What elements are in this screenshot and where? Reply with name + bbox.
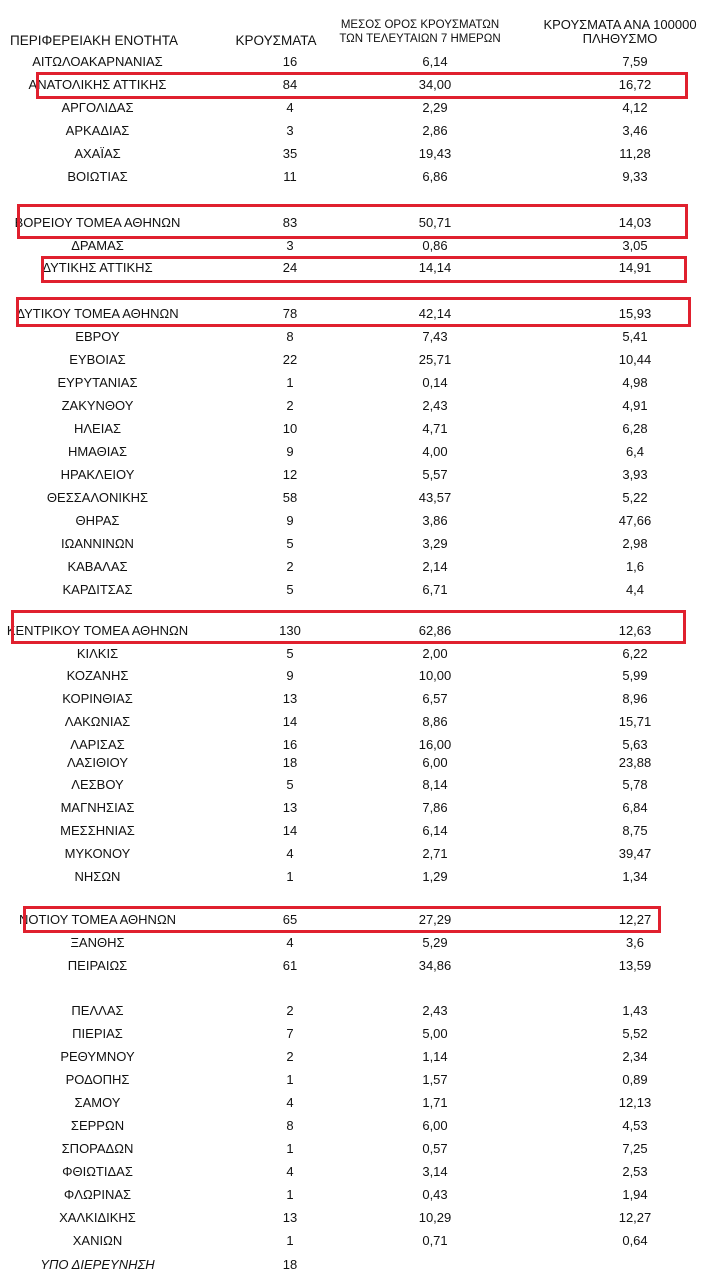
cases-cell: 7 xyxy=(286,1026,294,1041)
table-row xyxy=(0,396,725,416)
region-name-cell: ΜΑΓΝΗΣΙΑΣ xyxy=(60,800,135,815)
per100k-cell: 2,53 xyxy=(622,1164,648,1179)
cases-cell: 14 xyxy=(282,823,298,838)
per100k-cell: 7,25 xyxy=(622,1141,648,1156)
avg7-cell: 42,14 xyxy=(418,306,452,321)
avg7-cell: 2,86 xyxy=(422,123,448,138)
region-name-cell: ΘΗΡΑΣ xyxy=(75,513,120,528)
avg7-cell: 6,00 xyxy=(422,1118,448,1133)
cases-cell: 83 xyxy=(282,215,298,230)
region-name-cell: ΥΠΟ ΔΙΕΡΕΥΝΗΣΗ xyxy=(40,1257,155,1272)
region-name-cell: ΚΙΛΚΙΣ xyxy=(76,646,119,661)
table-row xyxy=(0,1255,725,1275)
table-row xyxy=(0,373,725,393)
cases-cell: 65 xyxy=(282,912,298,927)
region-name-cell: ΒΟΙΩΤΙΑΣ xyxy=(67,169,128,184)
region-name-cell: ΧΑΝΙΩΝ xyxy=(72,1233,123,1248)
region-name-cell: ΔΡΑΜΑΣ xyxy=(71,238,124,253)
per100k-cell: 10,44 xyxy=(618,352,652,367)
table-row xyxy=(0,933,725,953)
cases-cell: 18 xyxy=(282,755,298,770)
cases-cell: 2 xyxy=(286,1003,294,1018)
per100k-cell: 9,33 xyxy=(622,169,648,184)
avg7-cell: 19,43 xyxy=(418,146,452,161)
region-name-cell: ΒΟΡΕΙΟΥ ΤΟΜΕΑ ΑΘΗΝΩΝ xyxy=(14,215,181,230)
avg7-cell: 0,86 xyxy=(422,238,448,253)
region-name-cell: ΛΑΡΙΣΑΣ xyxy=(70,737,125,752)
table-row xyxy=(0,236,725,256)
cases-cell: 4 xyxy=(286,1095,294,1110)
region-name-cell: ΕΒΡΟΥ xyxy=(75,329,120,344)
avg7-cell: 6,57 xyxy=(422,691,448,706)
region-name-cell: ΠΙΕΡΙΑΣ xyxy=(72,1026,123,1041)
per100k-cell: 5,63 xyxy=(622,737,648,752)
region-name-cell: ΦΘΙΩΤΙΔΑΣ xyxy=(62,1164,133,1179)
per100k-cell: 5,99 xyxy=(622,668,648,683)
avg7-cell: 1,57 xyxy=(422,1072,448,1087)
table-row xyxy=(0,1139,725,1159)
table-row xyxy=(0,52,725,72)
cases-cell: 5 xyxy=(286,777,294,792)
cases-cell: 16 xyxy=(282,737,298,752)
table-row xyxy=(0,712,725,732)
per100k-cell: 5,22 xyxy=(622,490,648,505)
region-name-cell: ΣΑΜΟΥ xyxy=(74,1095,121,1110)
cases-cell: 5 xyxy=(286,582,294,597)
avg7-cell: 6,00 xyxy=(422,755,448,770)
table-row xyxy=(0,956,725,976)
per100k-cell: 3,6 xyxy=(625,935,645,950)
cases-cell: 4 xyxy=(286,100,294,115)
avg7-cell: 2,00 xyxy=(422,646,448,661)
per100k-cell: 6,22 xyxy=(622,646,648,661)
per100k-cell: 11,28 xyxy=(619,146,651,161)
region-name-cell: ΗΜΑΘΙΑΣ xyxy=(67,444,128,459)
per100k-cell: 4,91 xyxy=(622,398,648,413)
per100k-cell: 2,98 xyxy=(622,536,648,551)
table-row xyxy=(0,689,725,709)
table-row xyxy=(0,534,725,554)
region-name-cell: ΜΕΣΣΗΝΙΑΣ xyxy=(60,823,135,838)
cases-cell: 1 xyxy=(286,375,294,390)
per100k-cell: 15,93 xyxy=(618,306,652,321)
avg7-cell: 5,57 xyxy=(422,467,448,482)
region-name-cell: ΡΟΔΟΠΗΣ xyxy=(65,1072,130,1087)
avg7-cell: 6,71 xyxy=(422,582,448,597)
avg7-cell: 10,29 xyxy=(418,1210,452,1225)
table-row xyxy=(0,821,725,841)
per100k-cell: 0,64 xyxy=(622,1233,648,1248)
avg7-cell: 8,86 xyxy=(422,714,448,729)
region-name-cell: ΠΕΙΡΑΙΩΣ xyxy=(67,958,128,973)
region-name-cell: ΑΝΑΤΟΛΙΚΗΣ ΑΤΤΙΚΗΣ xyxy=(28,77,167,92)
avg7-cell: 4,71 xyxy=(422,421,448,436)
region-name-cell: ΑΡΚΑΔΙΑΣ xyxy=(65,123,130,138)
region-name-cell: ΚΟΡΙΝΘΙΑΣ xyxy=(62,691,133,706)
per100k-cell: 12,27 xyxy=(618,912,652,927)
avg7-cell: 50,71 xyxy=(418,215,452,230)
per100k-cell: 6,4 xyxy=(625,444,645,459)
per100k-cell: 4,53 xyxy=(622,1118,648,1133)
table-row xyxy=(0,580,725,600)
table-row xyxy=(0,1185,725,1205)
table-row xyxy=(0,167,725,187)
table-row xyxy=(0,488,725,508)
per100k-cell: 4,98 xyxy=(622,375,648,390)
avg7-cell: 2,43 xyxy=(422,1003,448,1018)
cases-cell: 14 xyxy=(282,714,298,729)
table-row xyxy=(0,419,725,439)
header-region: ΠΕΡΙΦΕΡΕΙΑΚΗ ΕΝΟΤΗΤΑ xyxy=(10,33,179,48)
region-name-cell: ΠΕΛΛΑΣ xyxy=(71,1003,124,1018)
avg7-cell: 3,29 xyxy=(422,536,448,551)
avg7-cell: 43,57 xyxy=(418,490,452,505)
per100k-cell: 23,88 xyxy=(618,755,652,770)
header-cases: ΚΡΟΥΣΜΑΤΑ xyxy=(235,33,317,48)
cases-cell: 35 xyxy=(282,146,298,161)
cases-cell: 1 xyxy=(286,1072,294,1087)
region-name-cell: ΚΟΖΑΝΗΣ xyxy=(66,668,129,683)
avg7-cell: 0,14 xyxy=(422,375,448,390)
avg7-cell: 1,71 xyxy=(422,1095,448,1110)
region-name-cell: ΕΥΒΟΙΑΣ xyxy=(69,352,126,367)
cases-cell: 10 xyxy=(282,421,298,436)
avg7-cell: 7,86 xyxy=(422,800,448,815)
avg7-cell: 14,14 xyxy=(418,260,452,275)
per100k-cell: 13,59 xyxy=(618,958,652,973)
per100k-cell: 6,84 xyxy=(622,800,648,815)
cases-cell: 11 xyxy=(283,169,297,184)
cases-cell: 3 xyxy=(286,238,294,253)
per100k-cell: 6,28 xyxy=(622,421,648,436)
avg7-cell: 4,00 xyxy=(422,444,448,459)
per100k-cell: 0,89 xyxy=(622,1072,648,1087)
table-row xyxy=(0,75,725,95)
region-name-cell: ΣΕΡΡΩΝ xyxy=(70,1118,125,1133)
table-row xyxy=(0,1001,725,1021)
table-row xyxy=(0,98,725,118)
cases-cell: 3 xyxy=(286,123,294,138)
region-name-cell: ΗΡΑΚΛΕΙΟΥ xyxy=(60,467,135,482)
per100k-cell: 1,94 xyxy=(622,1187,648,1202)
avg7-cell: 2,43 xyxy=(422,398,448,413)
avg7-cell: 10,00 xyxy=(418,668,452,683)
table-row xyxy=(0,621,725,641)
region-name-cell: ΚΕΝΤΡΙΚΟΥ ΤΟΜΕΑ ΑΘΗΝΩΝ xyxy=(6,623,189,638)
avg7-cell: 2,71 xyxy=(422,846,448,861)
avg7-cell: 34,86 xyxy=(418,958,452,973)
table-row xyxy=(0,144,725,164)
table-row xyxy=(0,465,725,485)
region-name-cell: ΕΥΡΥΤΑΝΙΑΣ xyxy=(57,375,138,390)
per100k-cell: 14,91 xyxy=(618,260,652,275)
per100k-cell: 5,52 xyxy=(622,1026,648,1041)
per100k-cell: 16,72 xyxy=(618,77,652,92)
region-name-cell: ΛΑΣΙΘΙΟΥ xyxy=(66,755,129,770)
table-row xyxy=(0,1231,725,1251)
table-row xyxy=(0,753,725,773)
table-row xyxy=(0,666,725,686)
avg7-cell: 8,14 xyxy=(422,777,448,792)
avg7-cell: 2,29 xyxy=(422,100,448,115)
region-name-cell: ΑΡΓΟΛΙΔΑΣ xyxy=(61,100,134,115)
cases-cell: 22 xyxy=(282,352,298,367)
per100k-cell: 12,63 xyxy=(618,623,652,638)
avg7-cell: 1,14 xyxy=(422,1049,448,1064)
avg7-cell: 62,86 xyxy=(418,623,452,638)
header-per100k-line2: ΠΛΗΘΥΣΜΟ xyxy=(582,31,658,46)
region-name-cell: ΡΕΘΥΜΝΟΥ xyxy=(60,1049,135,1064)
region-name-cell: ΚΑΡΔΙΤΣΑΣ xyxy=(62,582,133,597)
cases-cell: 84 xyxy=(282,77,298,92)
table-row xyxy=(0,121,725,141)
cases-cell: 9 xyxy=(286,444,294,459)
avg7-cell: 6,14 xyxy=(422,54,448,69)
per100k-cell: 2,34 xyxy=(622,1049,648,1064)
per100k-cell: 12,13 xyxy=(618,1095,652,1110)
cases-cell: 16 xyxy=(282,54,298,69)
per100k-cell: 4,4 xyxy=(625,582,645,597)
table-row xyxy=(0,1162,725,1182)
table-row xyxy=(0,442,725,462)
per100k-cell: 7,59 xyxy=(622,54,648,69)
table-row xyxy=(0,1047,725,1067)
cases-cell: 5 xyxy=(286,646,294,661)
table-row xyxy=(0,258,725,278)
cases-cell: 13 xyxy=(282,691,298,706)
per100k-cell: 3,93 xyxy=(622,467,648,482)
table-row xyxy=(0,304,725,324)
avg7-cell: 25,71 xyxy=(418,352,452,367)
region-name-cell: ΝΟΤΙΟΥ ΤΟΜΕΑ ΑΘΗΝΩΝ xyxy=(18,912,177,927)
table-row xyxy=(0,350,725,370)
avg7-cell: 5,29 xyxy=(422,935,448,950)
per100k-cell: 1,6 xyxy=(625,559,645,574)
cases-cell: 5 xyxy=(286,536,294,551)
table-row xyxy=(0,1070,725,1090)
cases-cell: 78 xyxy=(282,306,298,321)
cases-cell: 61 xyxy=(282,958,298,973)
cases-cell: 1 xyxy=(286,1233,294,1248)
table-row xyxy=(0,644,725,664)
cases-cell: 9 xyxy=(286,513,294,528)
cases-cell: 2 xyxy=(286,559,294,574)
per100k-cell: 4,12 xyxy=(622,100,648,115)
table-row xyxy=(0,1208,725,1228)
cases-cell: 8 xyxy=(286,1118,294,1133)
table-row xyxy=(0,798,725,818)
table-row xyxy=(0,735,725,755)
cases-cell: 4 xyxy=(286,1164,294,1179)
avg7-cell: 3,86 xyxy=(422,513,448,528)
region-name-cell: ΙΩΑΝΝΙΝΩΝ xyxy=(61,536,134,551)
table-row xyxy=(0,1116,725,1136)
table-row xyxy=(0,213,725,233)
avg7-cell: 6,86 xyxy=(422,169,448,184)
per100k-cell: 5,78 xyxy=(622,777,648,792)
avg7-cell: 3,14 xyxy=(422,1164,448,1179)
table-row xyxy=(0,1024,725,1044)
region-name-cell: ΘΕΣΣΑΛΟΝΙΚΗΣ xyxy=(46,490,149,505)
per100k-cell: 47,66 xyxy=(618,513,652,528)
per100k-cell: 15,71 xyxy=(618,714,652,729)
region-name-cell: ΜΥΚΟΝΟΥ xyxy=(64,846,131,861)
region-name-cell: ΛΑΚΩΝΙΑΣ xyxy=(64,714,131,729)
cases-cell: 13 xyxy=(282,800,298,815)
cases-cell: 9 xyxy=(286,668,294,683)
table-row xyxy=(0,867,725,887)
per100k-cell: 39,47 xyxy=(618,846,652,861)
region-name-cell: ΞΑΝΘΗΣ xyxy=(70,935,125,950)
table-row xyxy=(0,844,725,864)
region-name-cell: ΚΑΒΑΛΑΣ xyxy=(67,559,128,574)
avg7-cell: 1,29 xyxy=(422,869,448,884)
table-row xyxy=(0,511,725,531)
header-per100k-line1: ΚΡΟΥΣΜΑΤΑ ΑΝΑ 100000 xyxy=(543,17,697,32)
avg7-cell: 0,43 xyxy=(422,1187,448,1202)
region-name-cell: ΛΕΣΒΟΥ xyxy=(71,777,124,792)
region-name-cell: ΑΙΤΩΛΟΑΚΑΡΝΑΝΙΑΣ xyxy=(32,54,163,69)
cases-cell: 18 xyxy=(282,1257,298,1272)
cases-cell: 1 xyxy=(286,1187,294,1202)
per100k-cell: 12,27 xyxy=(618,1210,652,1225)
avg7-cell: 2,14 xyxy=(422,559,448,574)
cases-cell: 4 xyxy=(286,846,294,861)
table-row xyxy=(0,1093,725,1113)
per100k-cell: 1,43 xyxy=(622,1003,648,1018)
table-row xyxy=(0,327,725,347)
cases-cell: 1 xyxy=(286,869,294,884)
header-avg7-line1: ΜΕΣΟΣ ΟΡΟΣ ΚΡΟΥΣΜΑΤΩΝ xyxy=(340,19,500,31)
cases-cell: 58 xyxy=(282,490,298,505)
per100k-cell: 14,03 xyxy=(618,215,652,230)
avg7-cell: 5,00 xyxy=(422,1026,448,1041)
cases-cell: 8 xyxy=(286,329,294,344)
header-avg7-line2: ΤΩΝ ΤΕΛΕΥΤΑΙΩΝ 7 ΗΜΕΡΩΝ xyxy=(339,33,501,45)
avg7-cell: 0,57 xyxy=(422,1141,448,1156)
region-name-cell: ΗΛΕΙΑΣ xyxy=(73,421,122,436)
avg7-cell: 7,43 xyxy=(422,329,448,344)
table-row xyxy=(0,775,725,795)
cases-cell: 2 xyxy=(286,1049,294,1064)
table-row xyxy=(0,910,725,930)
per100k-cell: 1,34 xyxy=(622,869,648,884)
cases-cell: 1 xyxy=(286,1141,294,1156)
cases-cell: 4 xyxy=(286,935,294,950)
region-name-cell: ΔΥΤΙΚΟΥ ΤΟΜΕΑ ΑΘΗΝΩΝ xyxy=(16,306,179,321)
avg7-cell: 16,00 xyxy=(418,737,452,752)
region-name-cell: ΣΠΟΡΑΔΩΝ xyxy=(61,1141,134,1156)
cases-cell: 13 xyxy=(282,1210,298,1225)
region-name-cell: ΖΑΚΥΝΘΟΥ xyxy=(61,398,134,413)
region-name-cell: ΑΧΑΪΑΣ xyxy=(74,146,121,161)
table-row xyxy=(0,557,725,577)
avg7-cell: 0,71 xyxy=(422,1233,448,1248)
cases-cell: 2 xyxy=(286,398,294,413)
avg7-cell: 6,14 xyxy=(422,823,448,838)
region-name-cell: ΦΛΩΡΙΝΑΣ xyxy=(63,1187,132,1202)
region-name-cell: ΔΥΤΙΚΗΣ ΑΤΤΙΚΗΣ xyxy=(42,260,153,275)
per100k-cell: 3,05 xyxy=(622,238,648,253)
avg7-cell: 34,00 xyxy=(418,77,452,92)
cases-cell: 130 xyxy=(279,623,301,638)
per100k-cell: 5,41 xyxy=(622,329,648,344)
avg7-cell: 27,29 xyxy=(418,912,452,927)
region-name-cell: ΝΗΣΩΝ xyxy=(74,869,121,884)
cases-cell: 12 xyxy=(282,467,298,482)
per100k-cell: 3,46 xyxy=(622,123,648,138)
region-name-cell: ΧΑΛΚΙΔΙΚΗΣ xyxy=(59,1210,136,1225)
cases-cell: 24 xyxy=(282,260,298,275)
per100k-cell: 8,75 xyxy=(622,823,648,838)
per100k-cell: 8,96 xyxy=(622,691,648,706)
